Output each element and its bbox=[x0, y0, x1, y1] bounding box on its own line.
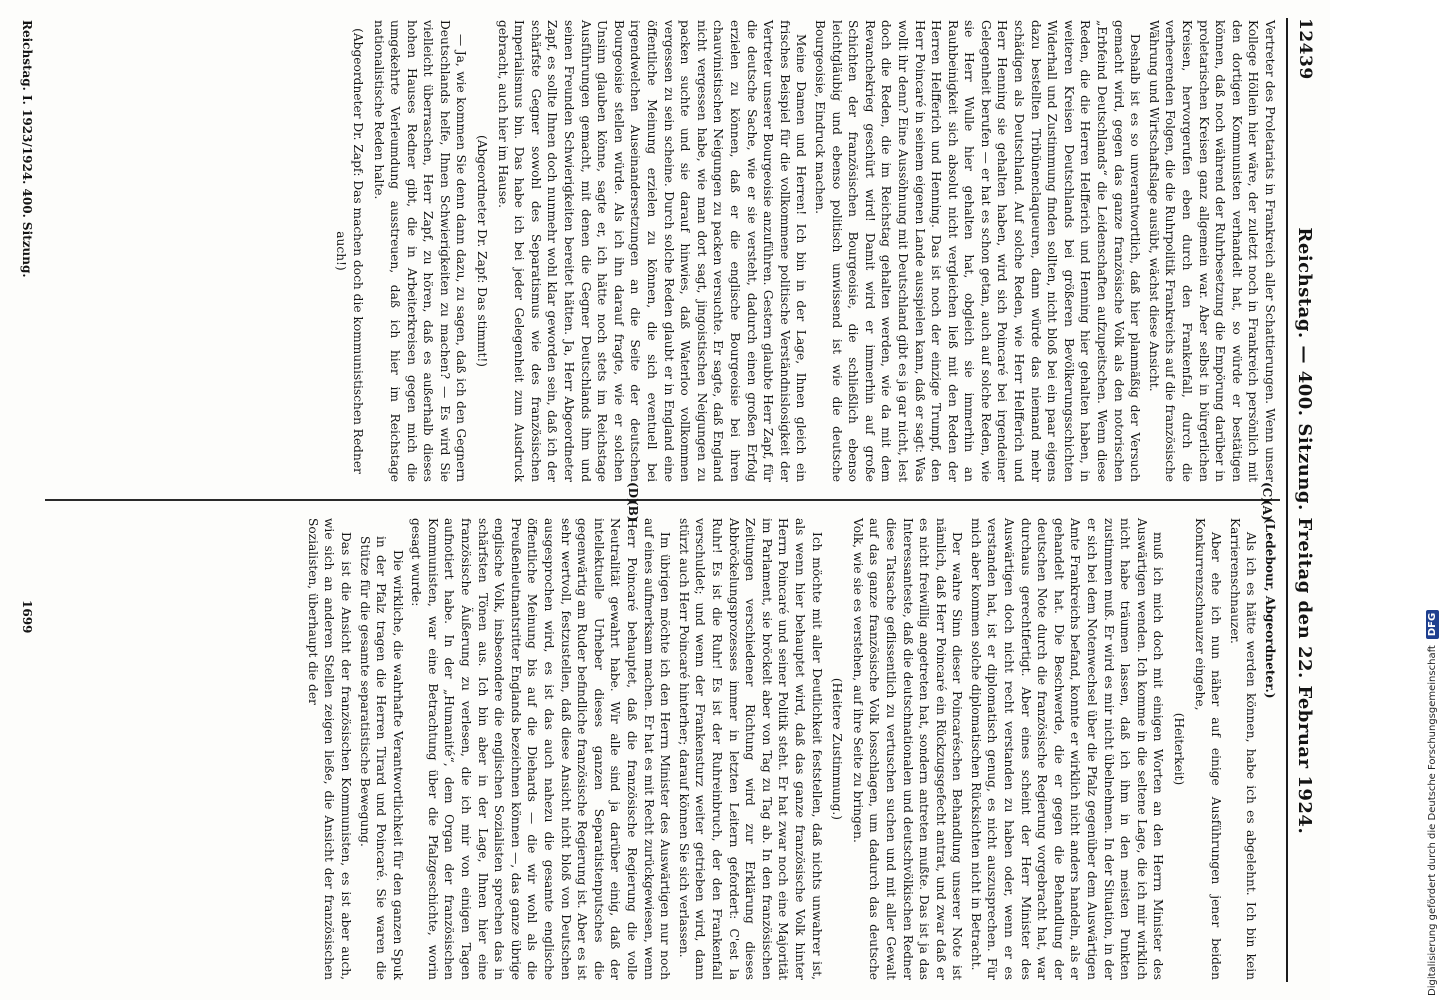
footer-page-number: 1699 bbox=[20, 600, 34, 634]
column-left bbox=[38, 20, 1278, 482]
speaker-label: (Ledebour, Abgeordneter.) bbox=[1263, 518, 1277, 699]
marker-b: (B) bbox=[626, 500, 640, 522]
right-paragraph: muß ich mich doch mit einigen Worten an den Herrn Minister des Auswärtigen wenden. Ich komme in die seltene Lage, die ich mir wirklich nicht habe träumen lassen, daß ich ihm in den meisten Punkten zustimmen muß. Er wird es mir nicht übelnehmen. In der Situation, in der er sich bei dem Notenwechsel über die Pfalz gegenüber dem Auswärtigen Amte Frankreichs befand, konnte er wirklich nicht anders handeln, als er gehandelt hat. Die Beschwerde, die er gegen die Behandlung der deutschen Note durch die französische Regierung vorgebracht hat, war durchaus gerechtfertigt. Aber eines scheint der Herr Minister des Auswärtigen doch nicht recht verstanden zu haben oder, wenn er es verstanden hat, ist er diplomatisch genug, es nicht auszusprechen. Für mich aber kommen solche diplomatischen Rücksichten nicht in Betracht. bbox=[968, 518, 1166, 980]
right-paragraph: Ich möchte mit aller Deutlichkeit feststellen, daß nichts unwahrer ist, als wenn hier behauptet wird, daß das ganze französische Volk hinter Herrn Poincaré und seiner Politik steht. Er hat zwar noch eine Majorität im Parlament, sie bröckelt aber von Tag zu Tag ab. In den französischen Zeitungen verschiedener Richtung wird zur Erklärung dieses Abbröckelungsprozesses immer in letzten Leitern gefordert: C'est la Ruhr! Es ist die Ruhr! Es ist der Ruhreinbruch, der den Frankenfall verschuldet; und wenn der Frankensturz weiter getrieben wird, dann stürzt auch Herr Poincaré hinterher; darauf können Sie sich verlassen. bbox=[676, 518, 824, 980]
left-paragraph: Deshalb ist es so unverantwortlich, daß hier planmäßig der Versuch gemacht wird, gegen das ganze französische Volk als den notorischen „Erbfeind Deutschlands“ die Leidenschaften aufzupeitschen. Wenn diese Reden, die die Herren Helfferich und Henning hier gehalten haben, in weiteren Kreisen Deutschlands bei größeren Bevölkerungsschichten Widerhall und Zustimmung finden sollten, nicht bloß bei ein paar eigens dazu bestellten Tribünenclaqueuren, dann würde das niemand mehr schädigen als Deutschland. Auf solche Reden, wie Herr Helfferich und Herr Henning sie gehalten haben, wird sich Poincaré bei irgendeiner Gelegenheit berufen — er hat es schon getan, auch auf solche Reden, wie sie Herr Wulle hier gehalten hat, obgleich sie immerhin an Rauhbeinigkeit sich absolut nicht vergleichen ließ mit den Reden der Herren Helfferich und Henning. Das ist noch der einzige Trumpf, den Herr Poincaré in seinem eigenen Lande ausspielen kann, daß er sagt: Was wollt ihr denn? Eine Aussöhnung mit Deutschland gibt es ja gar nicht, lest doch die Reden, die im Reichstag gehalten werden, wie da mit dem Revanchekrieg geschürt wird! Damit wird er immerhin auf große Schichten der französischen Bourgeoisie, die schließlich ebenso leichtgläubig und ebenso politisch unwissend ist wie die deutsche Bourgeoisie, Eindruck machen. bbox=[812, 20, 1143, 482]
left-interjection: (Abgeordneter Dr. Zapf: Das machen doch die kommunistischen Redner auch!) bbox=[334, 28, 365, 474]
dfg-logo-icon: DFG bbox=[1426, 610, 1439, 639]
header-page-number: 12439 bbox=[1295, 18, 1315, 80]
right-interjection: (Heiterkeit) bbox=[1172, 712, 1187, 786]
column-right bbox=[38, 518, 1278, 980]
header-rule bbox=[1286, 18, 1288, 982]
left-interjection: (Abgeordneter Dr. Zapf: Das stimmt!) bbox=[475, 134, 490, 368]
left-paragraph: — Ja, wie kommen Sie denn dann dazu, zu sagen, daß ich den Gegnern Deutschlands helfe, Ihnen Schwierigkeiten zu machen? — Es wird Sie vielleicht überraschen, Herr Zapf, zu hören, daß es außerhalb dieses hohen Hauses Redner gibt, die in Arbeiterkreisen gegen mich die umgekehrte Verleumdung ausstreuen, daß ich hier im Reichstage nationalistische Reden halte. bbox=[371, 20, 469, 482]
credit-strip bbox=[1386, 0, 1438, 1000]
marker-c: (C) bbox=[1260, 482, 1274, 503]
marker-a: (A) bbox=[1260, 500, 1274, 521]
right-paragraph: Der wahre Sinn dieser Poincaréschen Behandlung unserer Note ist nämlich, daß Herr Poincaré ein Rückzugsgefecht antrat, und zwar daß er es nicht freiwillig angetreten hat, sondern antreten mußte. Das ist ja das Interessanteste, daß die deutschnationalen und deutschvölkischen Redner diese Tatsache geflissentlich zu vertuschen suchen und mit aller Gewalt auf das ganze französische Volk losschlagen, um dadurch das deutsche Volk, wie sie es verstehen, auf ihre Seite zu bringen. bbox=[850, 518, 965, 980]
marker-d: (D) bbox=[626, 482, 640, 504]
right-interjection: (Heitere Zustimmung.) bbox=[830, 677, 845, 821]
header-title: Reichstag. — 400. Sitzung. Freitag den 22. Februar 1924. bbox=[1294, 227, 1316, 835]
left-paragraph: Meine Damen und Herren! Ich bin in der Lage, Ihnen gleich ein frisches Beispiel für die vollkommene politische Verständnislosigkeit der Vertreter unserer Bourgeoisie anzuführen. Gestern glaubte Herr Zapf, für die deutsche Sache, wie er sie versteht, dadurch einen großen Erfolg erzielen zu können, daß er die englische Bourgeoisie bei ihren chauvinistischen Neigungen zu packen versuchte. Er sagte, daß England nicht vergessen habe, wie man dort sagt, jingoistischen Neigungen zu packen suchte und sie darauf hinwies, daß Waterloo vollkommen vergessen zu sein scheine. Durch solche Reden glaubt er in England eine öffentliche Meinung erzielen zu können, die sich eventuell bei irgendwelchen Auseinandersetzungen an die Seite der deutschen Bourgeoisie stellen würde. Als ich ihn darauf fragte, wie er solchen Unsinn glauben könne, sagte er, ich hätte noch stets im Reichstage Ausführungen gemacht, mit denen die Gegner Deutschlands ihm und seinen Freunden Schwierigkeiten bereitet hätten. Ja, Herr Abgeordneter Zapf, es sollte Ihnen doch nunmehr wohl klar geworden sein, daß ich der schärfste Gegner sowohl des Separatismus wie des französischen Imperialismus bin. Das habe ich bei jeder Gelegenheit zum Ausdruck gebracht, auch hier im Hause. bbox=[495, 20, 809, 482]
left-paragraph: Vertreter des Proletariats in Frankreich aller Schattierungen. Wenn unser Kollege Höllein hier wäre, der zuletzt noch in Frankreich persönlich mit den dortigen Kommunisten verhandelt hat, so würde er bestätigen können, daß noch während der Ruhrbesetzung die Empörung darüber in proletarischen Kreisen ganz allgemein war. Aber selbst in bürgerlichen Kreisen, hervorgerufen eben durch den Frankenfall, durch die verheerenden Folgen, die die Ruhrpolitik Frankreichs auf die französische Währung und Wirtschaftslage ausübt, wächst diese Ansicht. bbox=[1146, 20, 1277, 482]
credit-text: Digitalisierung gefördert durch die Deutsche Forschungsgemeinschaft bbox=[1426, 645, 1438, 996]
column-divider bbox=[45, 499, 1280, 501]
right-paragraph: Das ist die Ansicht der französischen Kommunisten, es ist aber auch, wie sich an anderen Stellen zeigen ließe, die Ansicht der französischen Sozialisten, überhaupt die der bbox=[305, 518, 353, 980]
right-paragraph: Im übrigen möchte ich den Herrn Minister des Auswärtigen nur noch auf eines aufmerksam machen. Er hat es mit Recht zurückgewiesen, wenn Herr Poincaré behauptet, daß die französische Regierung die volle Neutralität gewahrt habe. Wir alle sind ja darüber einig, daß der intellektuelle Urheber dieses ganzen Separatistenputsches die gegenwärtig am Ruder befindliche französische Regierung ist. Aber es ist sehr wertvoll, festzustellen, daß diese Ansicht nicht bloß von Deutschen ausgesprochen wird, es ist das auch nahezu die gesamte englische öffentliche Meinung bis auf die Diehards — die wir wohl als die Preußenleutnantsritter Englands bezeichnen können —, das ganze übrige englische Volk, insbesondere die englischen Sozialisten sprechen das in schärfsten Tönen aus. Ich bin aber in der Lage, Ihnen hier eine französische Äußerung zu verlesen, die ich mir von einigen Tagen aufnotiert habe. In der „Humanité“, dem Organ der französischen Kommunisten, war eine Betrachtung über die Pfalzgeschichte, worin gesagt wurde: bbox=[409, 518, 673, 980]
page-header bbox=[1290, 18, 1320, 982]
right-paragraph: Aber ehe ich nun näher auf einige Ausführungen jener beiden Konkurrenzschnauzer eingehe, bbox=[1192, 518, 1224, 980]
footer-source: Reichstag. I. 1923/1924. 400. Sitzung. bbox=[20, 20, 34, 278]
right-quote: Die wirkliche, die wahrhafte Verantwortlichkeit für den ganzen Spuk in der Pfalz tragen die Herren Tirard und Poincaré. Sie waren die Stütze für die gesamte separatistische Bewegung. bbox=[357, 536, 405, 980]
credit-text-row bbox=[1420, 0, 1444, 1000]
right-paragraph: Als ich es hätte werden können, habe ich es abgelehnt. Ich bin kein Karrierenschnauzer. bbox=[1227, 518, 1259, 980]
